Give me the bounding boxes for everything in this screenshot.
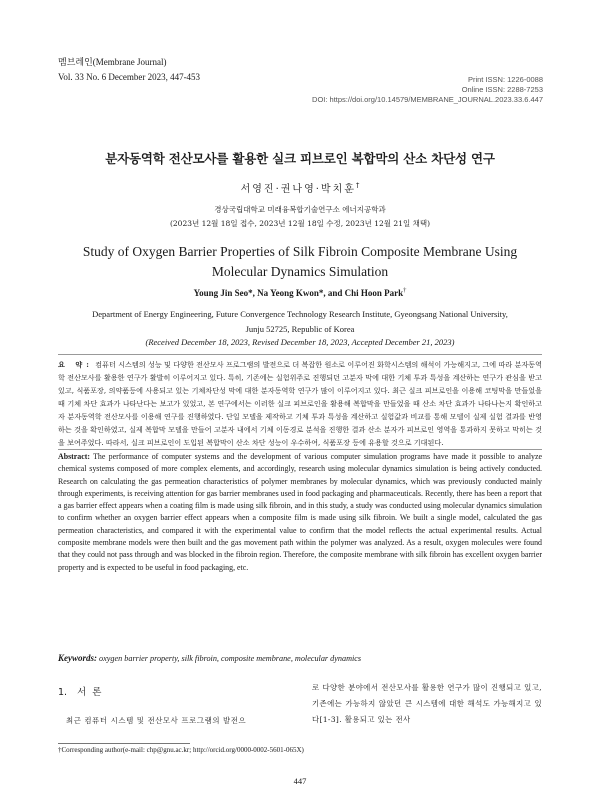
korean-affiliation: 경상국립대학교 미래융복합기술연구소 에너지공학과: [214, 205, 386, 214]
korean-abstract: [58, 358, 542, 449]
english-author-names: Young Jin Seo*, Na Yeong Kwon*, and Chi Hoon Park: [193, 288, 404, 298]
english-authors: [0, 287, 600, 298]
english-title-line-2: Molecular Dynamics Simulation: [211, 264, 389, 279]
keywords: [58, 653, 542, 663]
section-heading: [58, 684, 101, 698]
korean-dates: (2023년 12월 18일 접수, 2023년 12월 18일 수정, 2023년 12월 21일 채택): [169, 219, 431, 228]
english-abstract-text: The performance of computer systems and the development of various computer simulation programs have made it possible to analyze chemical systems composed of more complex elements, and accordingly, research using molecular dynamics simulation is being actively conducted. Research on calculating the gas permeation characteristics of polymer membranes by molecular dynamics, which was previously conducted mainly through experiments, is receiving attention for gas barrier membranes used in food packaging and pharmaceuticals. Recently, there has been a report that a gas barrier effect appears when a coating film is made using silk fibroin, and in this study, a study was conducted using molecular dynamics simulation to confirm whether an oxygen barrier effect appears when a composite film is made using silk fibroin. We built a single model, calculated the gas permeation characteristics, and compared it with the experimental value to confirm that the model reflects the actual experimental results. Actual composite membrane models were then built and the gas movement path within the polymer was analyzed. As a result, oxygen molecules were found that they could not pass through and was blocked in the fibroin region. Therefore, the composite membrane with silk fibroin has excellent oxygen barrier property and is expected to be useful in food packaging, etc.: [58, 452, 542, 572]
corresponding-mark: †: [355, 181, 360, 190]
korean-authors: [0, 180, 600, 195]
korean-author-names: 서영진·권나영·박치훈: [240, 184, 356, 195]
keywords-text: oxygen barrier property, silk fibroin, composite membrane, molecular dynamics: [99, 654, 362, 663]
journal-volume-info: Vol. 33 No. 6 December 2023, 447-453: [58, 72, 201, 82]
divider: [58, 354, 542, 355]
english-affiliation: [60, 307, 540, 337]
body-text-right-column: 로 다양한 분야에서 전산모사를 활용한 연구가 많이 진행되고 있고, 기존에는 가능하지 않았던 큰 시스템에 대한 해석도 가능해지고 있다[1-3]. 활용되고 있는 전사: [312, 683, 542, 724]
english-dates: (Received December 18, 2023, Revised December 18, 2023, Accepted December 21, 2023): [145, 337, 455, 347]
corresponding-author-footnote: †Corresponding author(e-mail: chp@gnu.ac.kr; http://orcid.org/0000-0002-5601-065X): [58, 746, 304, 754]
english-affiliation-line-2: Junju 52725, Republic of Korea: [245, 324, 355, 334]
page-number: 447: [293, 776, 307, 786]
keywords-label: Keywords:: [58, 653, 97, 663]
english-abstract: [58, 451, 542, 574]
english-affiliation-line-1: Department of Energy Engineering, Future Convergence Technology Research Institute, Gyeongsang National University,: [92, 309, 508, 319]
divider: [58, 449, 542, 450]
footnote-divider: [58, 743, 190, 744]
english-corresponding-mark: †: [403, 287, 407, 294]
korean-title: 분자동역학 전산모사를 활용한 실크 피브로인 복합막의 산소 차단성 연구: [105, 151, 495, 166]
doi-link[interactable]: DOI: https://doi.org/10.14579/MEMBRANE_JOURNAL.2023.33.6.447: [312, 95, 543, 104]
korean-abstract-text: 컴퓨터 시스템의 성능 및 다양한 전산모사 프로그램의 발전으로 더 복잡한 원소로 이루어진 화학시스템의 해석이 가능해지고, 그에 따라 분자동역학 전산모사를 활용한 연구가 활발히 이루어지고 있다. 특히, 기존에는 실험위주로 진행되던 고분자 막에 대한 기체 투과 특성을 계산하는 연구가 관심을 받고 있고, 식품포장, 의약품등에 사용되고 있는 기체차단성 막에 대한 분자동역학 연구가 많이 이루어지고 있다. 최근 실크 피브로인을 이용해 코팅막을 만들었을 때 기체 차단 효과가 나타난다는 보고가 있었고, 본 연구에서는 이러한 실크 피브로인을 활용해 복합막을 만들었을 때 산소 차단 효과가 나타나는지 확인하고자 분자동역학 전산모사를 이용해 연구를 진행하였다. 단일 모델을 제작하고 기체 투과 특성을 계산하고 실험값과 비교를 통해 모델이 실제 실험 결과를 반영하는 것을 확인하였고, 실제 복합막 모델을 만들어 고분자 내에서 기체 이동경로 분석을 진행한 결과 산소 분자가 피브로인 영역을 통과하지 못하고 막히는 것을 보여주었다. 따라서, 실크 피브로인이 도입된 복합막이 산소 차단 성능이 우수하여, 식품포장 등에 유용할 것으로 기대된다.: [58, 360, 542, 447]
print-issn: Print ISSN: 1226-0088: [467, 75, 543, 84]
journal-name: 멤브레인(Membrane Journal): [58, 57, 167, 67]
english-title-line-1: Study of Oxygen Barrier Properties of Silk Fibroin Composite Membrane Using: [82, 244, 518, 259]
section-title: 서 론: [77, 687, 102, 698]
korean-abstract-label: 요 약:: [58, 360, 93, 369]
english-title: [0, 242, 600, 282]
section-number: 1.: [58, 687, 68, 698]
english-abstract-label: Abstract:: [58, 452, 90, 461]
online-issn: Online ISSN: 2288-7253: [461, 85, 543, 94]
body-text-left-column: 최근 컴퓨터 시스템 및 전산모사 프로그램의 발전으: [66, 716, 247, 725]
